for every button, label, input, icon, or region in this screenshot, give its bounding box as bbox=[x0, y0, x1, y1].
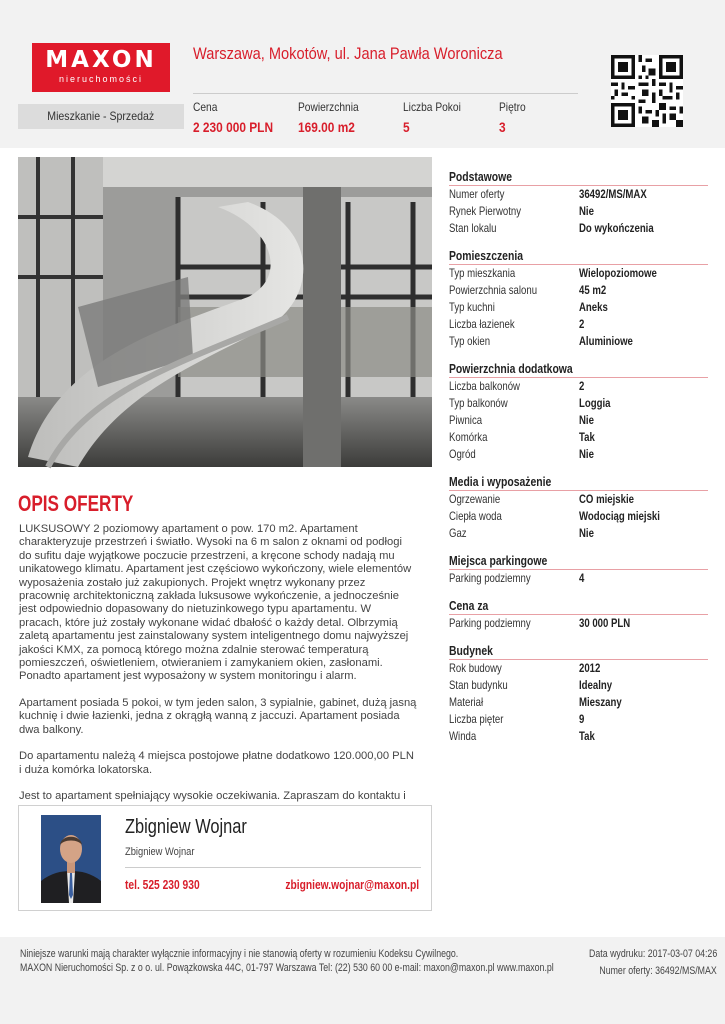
category-label: Mieszkanie - Sprzedaż bbox=[47, 109, 155, 123]
agent-card bbox=[18, 805, 432, 911]
maxon-logo[interactable] bbox=[32, 43, 170, 92]
stat-area bbox=[298, 100, 369, 135]
detail-value: 2 bbox=[579, 317, 585, 331]
detail-key: Typ kuchni bbox=[449, 300, 495, 314]
detail-value: Nie bbox=[579, 447, 594, 461]
description-paragraph: Jest to apartament spełniający wysokie oczekiwania. Zapraszam do kontaktu i bbox=[19, 789, 406, 802]
description-paragraph: LUKSUSOWY 2 poziomowy apartament o pow. 170 m2. Apartament charakteryzuje przestrzeń i światło. Wysoki na 6 m salon z oknami od podłogi do sufitu daje wyjątkowe poczucie przestrzeni, a kręcone schody nadają mu unikatowego klimatu. Apartament jest częściowo wykończony, wiele elementów wyposażenia zostało już zakupionych. Projekt wnętrz wykonany przez pracownię architektoniczną zakłada luksusowe wykończenie, a jednocześnie jest odpowiednio dopasowany do nietuzinkowego typu apartamentu. W pracach, które już zostały wykonane widać dbałość o każdy detal. Olbrzymią zaletą apartamentu jest zainstalowany system inteligentnego domu najwyższej jakości KMX, za pomocą którego można zdalnie sterować temperaturą pomieszczeń, oświetleniem, otwieraniem i zamykaniem okien, zasłonami. Ponadto apartament jest wyposażony w system monitoringu i alarm. bbox=[19, 523, 412, 683]
header-bar bbox=[0, 0, 725, 148]
detail-key: Piwnica bbox=[449, 413, 483, 427]
detail-key: Komórka bbox=[449, 430, 488, 444]
detail-value: 2012 bbox=[579, 661, 601, 675]
detail-value: Nie bbox=[579, 526, 594, 540]
stat-value: 5 bbox=[403, 119, 410, 135]
section-title-parking bbox=[449, 552, 708, 570]
detail-key: Liczba pięter bbox=[449, 712, 504, 726]
detail-value: Aneks bbox=[579, 300, 608, 314]
section-title-budynek bbox=[449, 642, 708, 660]
detail-value: 45 m2 bbox=[579, 283, 607, 297]
description-title: OPIS OFERTY bbox=[18, 491, 134, 516]
detail-value: Do wykończenia bbox=[579, 221, 654, 235]
stat-label: Powierzchnia bbox=[298, 100, 359, 114]
detail-value: 30 000 PLN bbox=[579, 616, 631, 630]
agent-subtitle: Zbigniew Wojnar bbox=[125, 846, 195, 858]
section-title-text: Miejsca parkingowe bbox=[449, 553, 548, 568]
detail-value: Wielopoziomowe bbox=[579, 266, 657, 280]
detail-value: 36492/MS/MAX bbox=[579, 187, 647, 201]
detail-row bbox=[449, 412, 708, 429]
detail-value: CO miejskie bbox=[579, 492, 634, 506]
section-title-text: Budynek bbox=[449, 643, 493, 658]
detail-row bbox=[449, 491, 708, 508]
category-badge bbox=[18, 104, 184, 129]
detail-value: Mieszany bbox=[579, 695, 622, 709]
detail-row bbox=[449, 378, 708, 395]
section-title-powierzchnia-dodatkowa bbox=[449, 360, 708, 378]
detail-key: Parking podziemny bbox=[449, 616, 531, 630]
qr-code-icon[interactable] bbox=[611, 55, 683, 127]
stat-label: Liczba Pokoi bbox=[403, 100, 461, 114]
detail-value: 9 bbox=[579, 712, 585, 726]
detail-row bbox=[449, 694, 708, 711]
stat-price bbox=[193, 100, 287, 135]
detail-value: 4 bbox=[579, 571, 585, 585]
stat-value: 3 bbox=[499, 119, 506, 135]
detail-row bbox=[449, 711, 708, 728]
section-title-text: Powierzchnia dodatkowa bbox=[449, 361, 573, 376]
detail-row bbox=[449, 316, 708, 333]
property-address: Warszawa, Mokotów, ul. Jana Pawła Woronicza bbox=[193, 44, 503, 63]
footer-offer-number: Numer oferty: 36492/MS/MAX bbox=[599, 965, 717, 977]
agent-email-link[interactable]: zbigniew.wojnar@maxon.pl bbox=[285, 878, 419, 892]
description-text bbox=[19, 523, 417, 802]
description-paragraph: Do apartamentu należą 4 miejsca postojowe płatne dodatkowo 120.000,00 PLN i duża komórka lokatorska. bbox=[19, 750, 414, 776]
section-title-text: Cena za bbox=[449, 598, 489, 613]
footer-disclaimer: Niniejsze warunki mają charakter wyłącznie informacyjny i nie stanowią oferty w rozumieniu Kodeksu Cywilnego. bbox=[20, 948, 459, 960]
detail-value: Idealny bbox=[579, 678, 613, 692]
footer bbox=[0, 937, 725, 1024]
detail-key: Powierzchnia salonu bbox=[449, 283, 538, 297]
detail-row bbox=[449, 570, 708, 587]
details-panel bbox=[449, 168, 708, 745]
detail-row bbox=[449, 525, 708, 542]
section-title-media bbox=[449, 473, 708, 491]
detail-value: Nie bbox=[579, 204, 594, 218]
detail-value: Loggia bbox=[579, 396, 611, 410]
agent-photo bbox=[41, 815, 101, 903]
stat-label: Piętro bbox=[499, 100, 526, 114]
detail-row bbox=[449, 395, 708, 412]
detail-key: Rok budowy bbox=[449, 661, 502, 675]
detail-key: Gaz bbox=[449, 526, 467, 540]
footer-company: MAXON Nieruchomości Sp. z o o. ul. Powązkowska 44C, 01-797 Warszawa Tel: (22) 530 60 00 e-mail: maxon@maxon.pl www.maxon.pl bbox=[20, 962, 554, 974]
detail-key: Typ mieszkania bbox=[449, 266, 516, 280]
detail-key: Liczba balkonów bbox=[449, 379, 520, 393]
detail-value: Tak bbox=[579, 430, 595, 444]
agent-name: Zbigniew Wojnar bbox=[125, 816, 247, 838]
stat-rooms bbox=[403, 100, 471, 135]
detail-row bbox=[449, 728, 708, 745]
agent-phone-link[interactable]: tel. 525 230 930 bbox=[125, 878, 200, 892]
detail-row bbox=[449, 282, 708, 299]
section-title-text: Pomieszczenia bbox=[449, 248, 523, 263]
logo-text: MAXON bbox=[45, 47, 157, 73]
detail-value: Tak bbox=[579, 729, 595, 743]
detail-key: Materiał bbox=[449, 695, 484, 709]
logo-subtext: nieruchomości bbox=[58, 74, 144, 84]
detail-key: Parking podziemny bbox=[449, 571, 531, 585]
detail-row bbox=[449, 446, 708, 463]
detail-key: Typ balkonów bbox=[449, 396, 508, 410]
detail-row bbox=[449, 508, 708, 525]
section-title-podstawowe bbox=[449, 168, 708, 186]
section-title-pomieszczenia bbox=[449, 247, 708, 265]
detail-row bbox=[449, 265, 708, 282]
detail-row bbox=[449, 186, 708, 203]
detail-row bbox=[449, 203, 708, 220]
description-paragraph: Apartament posiada 5 pokoi, w tym jeden salon, 3 sypialnie, gabinet, dużą jasną kuchnię i dwie łazienki, jedna z okrągłą wanną z jaccuzi. Apartament posiada dwa balkony. bbox=[19, 696, 417, 736]
detail-value: 2 bbox=[579, 379, 585, 393]
detail-row bbox=[449, 429, 708, 446]
property-photo[interactable] bbox=[18, 157, 432, 467]
detail-key: Rynek Pierwotny bbox=[449, 204, 522, 218]
detail-key: Numer oferty bbox=[449, 187, 505, 201]
detail-row bbox=[449, 615, 708, 632]
stat-label: Cena bbox=[193, 100, 218, 114]
detail-key: Stan budynku bbox=[449, 678, 508, 692]
detail-row bbox=[449, 660, 708, 677]
detail-value: Nie bbox=[579, 413, 594, 427]
detail-value: Aluminiowe bbox=[579, 334, 633, 348]
stat-value: 2 230 000 PLN bbox=[193, 119, 274, 135]
detail-row bbox=[449, 299, 708, 316]
section-title-cena-za bbox=[449, 597, 708, 615]
detail-row bbox=[449, 220, 708, 237]
detail-value: Wodociąg miejski bbox=[579, 509, 660, 523]
detail-key: Ogród bbox=[449, 447, 476, 461]
detail-key: Ciepła woda bbox=[449, 509, 502, 523]
agent-divider bbox=[125, 867, 421, 868]
footer-print-date: Data wydruku: 2017-03-07 04:26 bbox=[588, 948, 717, 960]
stat-value: 169.00 m2 bbox=[298, 119, 355, 135]
detail-row bbox=[449, 677, 708, 694]
detail-row bbox=[449, 333, 708, 350]
header-divider bbox=[193, 93, 578, 94]
detail-key: Ogrzewanie bbox=[449, 492, 501, 506]
detail-key: Liczba łazienek bbox=[449, 317, 515, 331]
detail-key: Winda bbox=[449, 729, 477, 743]
stat-floor bbox=[499, 100, 530, 135]
detail-key: Stan lokalu bbox=[449, 221, 497, 235]
detail-key: Typ okien bbox=[449, 334, 491, 348]
section-title-text: Podstawowe bbox=[449, 169, 512, 184]
section-title-text: Media i wyposażenie bbox=[449, 474, 552, 489]
